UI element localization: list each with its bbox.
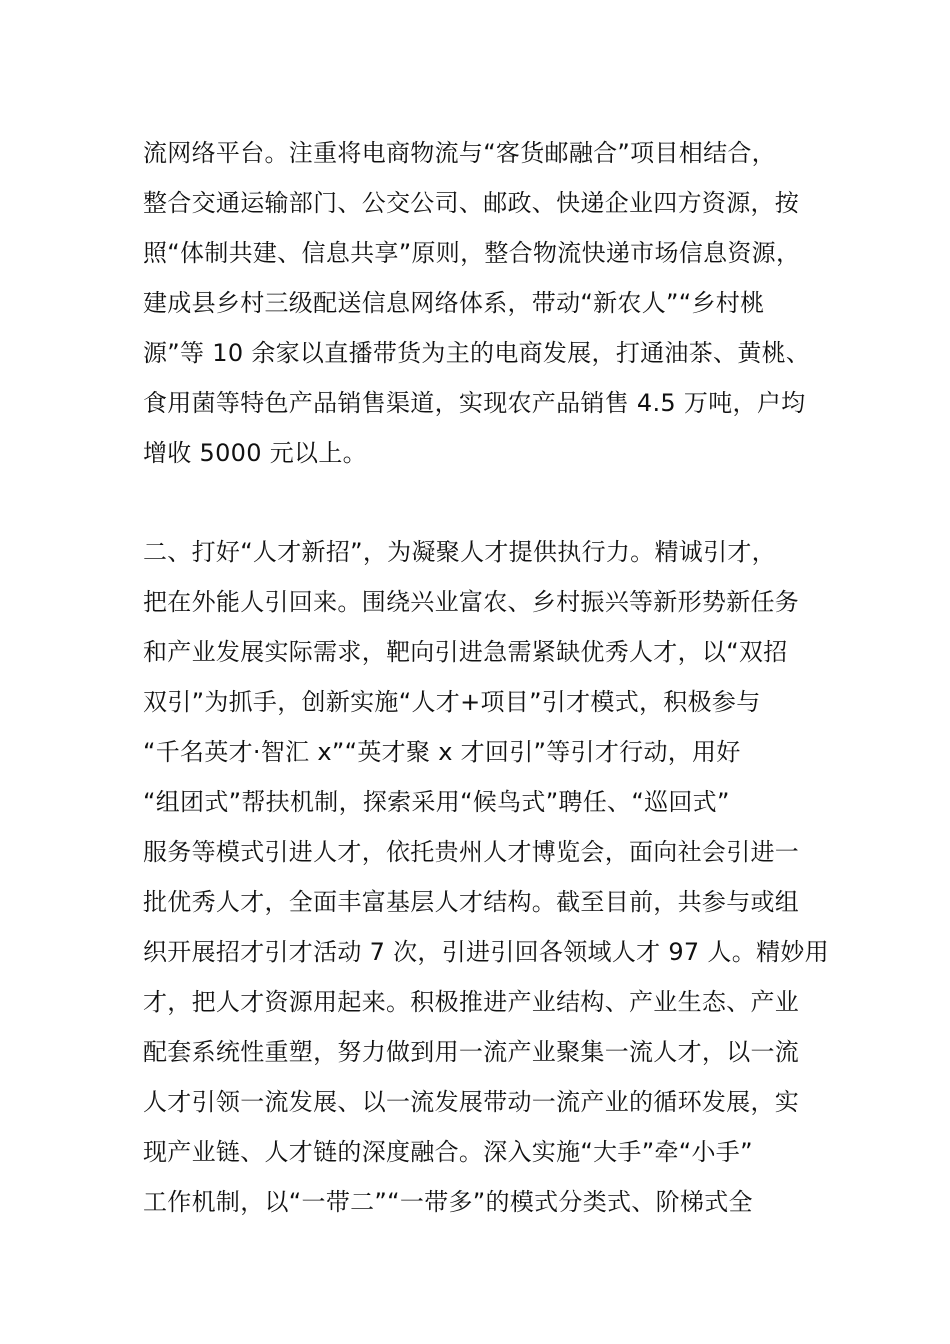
text-line: 工作机制，以“一带二”“一带多”的模式分类式、阶梯式全: [143, 1188, 753, 1216]
text-line: 双引”为抓手，创新实施“人才+项目”引才模式，积极参与: [143, 688, 761, 716]
text-line: 照“体制共建、信息共享”原则，整合物流快递市场信息资源，: [143, 239, 801, 267]
paragraph-talent: [143, 527, 829, 1227]
text-line: 批优秀人才，全面丰富基层人才结构。截至目前，共参与或组: [143, 888, 800, 916]
text-line: 流网络平台。注重将电商物流与“客货邮融合”项目相结合，: [143, 139, 776, 167]
text-line: 现产业链、人才链的深度融合。深入实施“大手”牵“小手”: [143, 1138, 753, 1166]
text-line: 和产业发展实际需求，靶向引进急需紧缺优秀人才，以“双招: [143, 638, 788, 666]
text-line: 织开展招才引才活动 7 次，引进引回各领域人才 97 人。精妙用: [143, 938, 829, 966]
text-line: 配套系统性重塑，努力做到用一流产业聚集一流人才，以一流: [143, 1038, 800, 1066]
text-line: 食用菌等特色产品销售渠道，实现农产品销售 4.5 万吨，户均: [143, 389, 806, 417]
text-line: 才，把人才资源用起来。积极推进产业结构、产业生态、产业: [143, 988, 800, 1016]
text-line: 增收 5000 元以上。: [143, 439, 367, 467]
text-line: 把在外能人引回来。围绕兴业富农、乡村振兴等新形势新任务: [143, 588, 800, 616]
text-line: “千名英才·智汇 x”“英才聚 x 才回引”等引才行动，用好: [143, 738, 741, 766]
text-line: 整合交通运输部门、公交公司、邮政、快递企业四方资源，按: [143, 189, 800, 217]
text-line: 建成县乡村三级配送信息网络体系，带动“新农人”“乡村桃: [143, 289, 765, 317]
text-line: 人才引领一流发展、以一流发展带动一流产业的循环发展，实: [143, 1088, 800, 1116]
text-line: 二、打好“人才新招”，为凝聚人才提供执行力。精诚引才，: [143, 538, 776, 566]
text-line: “组团式”帮扶机制，探索采用“候鸟式”聘任、“巡回式”: [143, 788, 730, 816]
paragraph-spacer: [143, 478, 823, 527]
text-line: 服务等模式引进人才，依托贵州人才博览会，面向社会引进一: [143, 838, 800, 866]
paragraph-logistics: [143, 128, 823, 478]
text-line: 源”等 10 余家以直播带货为主的电商发展，打通油茶、黄桃、: [143, 339, 811, 367]
document-body: [143, 128, 829, 1227]
